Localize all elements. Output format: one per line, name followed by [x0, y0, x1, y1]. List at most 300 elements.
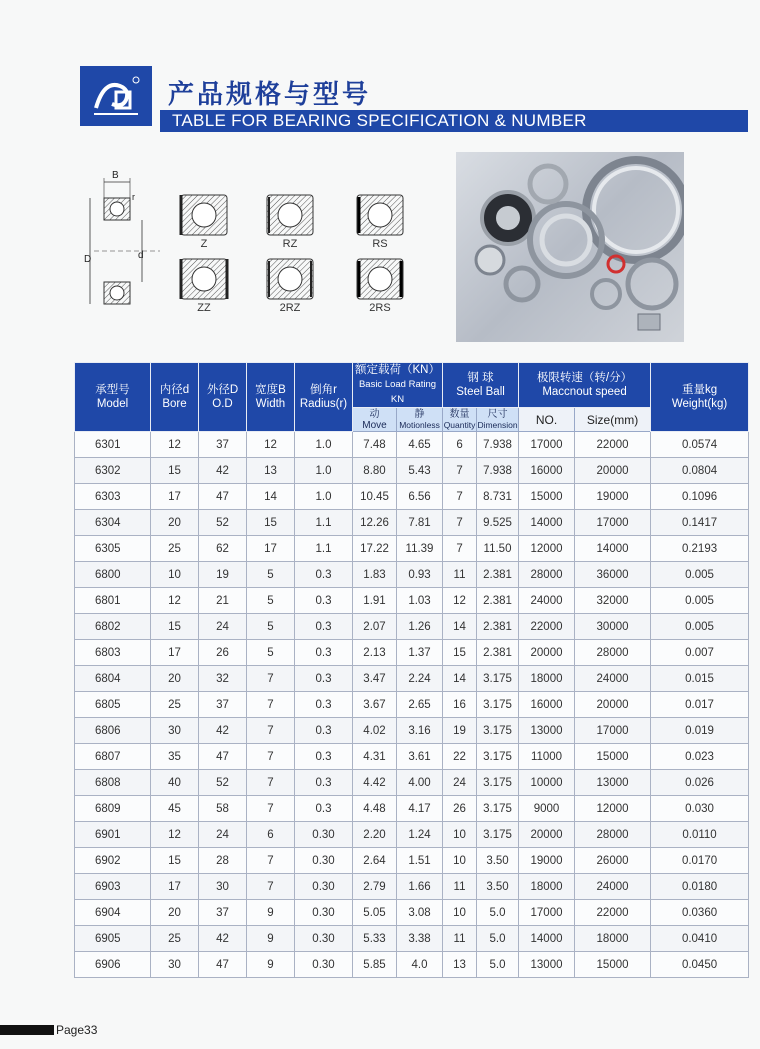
variant-zz-label: ZZ [197, 302, 211, 314]
table-cell: 9.525 [477, 510, 519, 536]
table-cell: 14 [443, 666, 477, 692]
table-cell: 18000 [519, 666, 575, 692]
table-cell: 12 [151, 822, 199, 848]
table-cell: 24 [443, 770, 477, 796]
table-cell: 0.93 [397, 562, 443, 588]
table-cell: 1.0 [295, 432, 353, 458]
table-cell: 3.61 [397, 744, 443, 770]
variant-rz-icon [264, 192, 316, 242]
table-cell: 8.80 [353, 458, 397, 484]
table-cell: 13000 [519, 718, 575, 744]
table-cell: 22000 [575, 432, 651, 458]
table-cell: 24000 [519, 588, 575, 614]
table-row [75, 718, 749, 744]
table-cell: 7 [247, 848, 295, 874]
table-cell: 4.48 [353, 796, 397, 822]
table-cell: 25 [151, 536, 199, 562]
table-cell: 4.65 [397, 432, 443, 458]
table-cell: 3.175 [477, 822, 519, 848]
table-cell: 1.0 [295, 484, 353, 510]
table-cell: 9 [247, 926, 295, 952]
table-cell: 0.30 [295, 926, 353, 952]
table-cell: 2.381 [477, 562, 519, 588]
table-cell: 6808 [75, 770, 151, 796]
header-speed: 极限转速（转/分） Maccnout speed [519, 363, 651, 408]
table-cell: 0.3 [295, 614, 353, 640]
table-cell: 4.31 [353, 744, 397, 770]
table-cell: 28 [199, 848, 247, 874]
table-cell: 0.30 [295, 848, 353, 874]
table-cell: 3.47 [353, 666, 397, 692]
bearings-photo-icon [456, 152, 684, 342]
table-cell: 47 [199, 744, 247, 770]
table-cell: 12 [151, 432, 199, 458]
table-cell: 26 [199, 640, 247, 666]
table-cell: 5.0 [477, 900, 519, 926]
table-cell: 25 [151, 692, 199, 718]
table-row [75, 458, 749, 484]
header-width: 宽度B Width [247, 363, 295, 432]
table-cell: 47 [199, 484, 247, 510]
table-cell: 42 [199, 458, 247, 484]
table-cell: 12 [247, 432, 295, 458]
spec-table [74, 362, 749, 978]
table-row [75, 588, 749, 614]
table-cell: 7 [247, 666, 295, 692]
table-cell: 10 [443, 822, 477, 848]
variant-2rz-label: 2RZ [279, 302, 301, 314]
table-cell: 37 [199, 432, 247, 458]
table-cell: 19 [199, 562, 247, 588]
table-cell: 15 [151, 458, 199, 484]
table-cell: 1.26 [397, 614, 443, 640]
table-cell: 30 [151, 718, 199, 744]
table-cell: 17.22 [353, 536, 397, 562]
table-cell: 15 [151, 614, 199, 640]
table-cell: 0.3 [295, 562, 353, 588]
table-cell: 35 [151, 744, 199, 770]
table-cell: 24000 [575, 666, 651, 692]
table-row [75, 614, 749, 640]
table-cell: 5.0 [477, 926, 519, 952]
table-cell: 15000 [575, 744, 651, 770]
table-row [75, 770, 749, 796]
table-cell: 7 [247, 874, 295, 900]
table-cell: 1.1 [295, 510, 353, 536]
table-row [75, 692, 749, 718]
table-cell: 0.30 [295, 822, 353, 848]
table-cell: 28000 [519, 562, 575, 588]
table-cell: 10000 [519, 770, 575, 796]
table-cell: 0.0410 [651, 926, 749, 952]
table-row [75, 900, 749, 926]
company-logo [80, 66, 152, 126]
table-cell: 11 [443, 926, 477, 952]
table-cell: 6905 [75, 926, 151, 952]
table-cell: 0.30 [295, 952, 353, 978]
table-cell: 0.0574 [651, 432, 749, 458]
table-cell: 2.381 [477, 614, 519, 640]
table-cell: 12000 [519, 536, 575, 562]
table-cell: 2.79 [353, 874, 397, 900]
table-cell: 17000 [519, 432, 575, 458]
table-cell: 40 [151, 770, 199, 796]
table-row [75, 510, 749, 536]
table-cell: 52 [199, 510, 247, 536]
table-cell: 0.0170 [651, 848, 749, 874]
table-cell: 0.3 [295, 588, 353, 614]
table-cell: 0.0180 [651, 874, 749, 900]
table-cell: 2.64 [353, 848, 397, 874]
table-cell: 32000 [575, 588, 651, 614]
dimension-r-label: r [132, 192, 135, 202]
variant-2rz-icon [264, 256, 316, 306]
table-cell: 2.24 [397, 666, 443, 692]
table-cell: 7 [247, 744, 295, 770]
table-cell: 6906 [75, 952, 151, 978]
table-cell: 5 [247, 640, 295, 666]
table-cell: 20 [151, 666, 199, 692]
table-cell: 58 [199, 796, 247, 822]
table-cell: 7.938 [477, 458, 519, 484]
table-cell: 5 [247, 614, 295, 640]
table-cell: 0.015 [651, 666, 749, 692]
table-cell: 3.175 [477, 692, 519, 718]
table-cell: 45 [151, 796, 199, 822]
table-cell: 17 [247, 536, 295, 562]
table-cell: 1.51 [397, 848, 443, 874]
logo-emblem-icon [86, 70, 146, 122]
table-cell: 12 [443, 588, 477, 614]
table-cell: 1.24 [397, 822, 443, 848]
table-cell: 13 [443, 952, 477, 978]
table-cell: 0.3 [295, 796, 353, 822]
variant-rs-label: RS [372, 238, 388, 250]
table-cell: 5.33 [353, 926, 397, 952]
table-cell: 0.3 [295, 666, 353, 692]
table-cell: 7 [443, 510, 477, 536]
table-cell: 6803 [75, 640, 151, 666]
table-cell: 20 [151, 510, 199, 536]
table-cell: 0.0804 [651, 458, 749, 484]
table-cell: 7 [443, 536, 477, 562]
table-cell: 9000 [519, 796, 575, 822]
table-cell: 6806 [75, 718, 151, 744]
table-cell: 15 [151, 848, 199, 874]
table-cell: 0.30 [295, 874, 353, 900]
page-number: Page33 [56, 1023, 98, 1037]
variant-2rs-label: 2RS [369, 302, 391, 314]
table-cell: 18000 [519, 874, 575, 900]
header-speed-no: NO. [519, 408, 575, 432]
header-weight: 重量kg Weight(kg) [651, 363, 749, 432]
table-cell: 7 [247, 770, 295, 796]
table-cell: 21 [199, 588, 247, 614]
table-row [75, 822, 749, 848]
table-cell: 42 [199, 718, 247, 744]
table-cell: 14 [443, 614, 477, 640]
variant-2rs-icon [354, 256, 406, 306]
table-cell: 3.67 [353, 692, 397, 718]
table-row [75, 796, 749, 822]
table-cell: 3.16 [397, 718, 443, 744]
dimension-outer-d-label: D [84, 254, 92, 265]
header-radius: 倒角r Radius(r) [295, 363, 353, 432]
table-cell: 7 [247, 796, 295, 822]
table-cell: 13000 [519, 952, 575, 978]
table-cell: 15000 [519, 484, 575, 510]
variant-rz-label: RZ [282, 238, 298, 250]
table-row [75, 952, 749, 978]
table-cell: 6301 [75, 432, 151, 458]
table-cell: 5.05 [353, 900, 397, 926]
page-title-cn: 产品规格与型号 [168, 80, 372, 110]
table-cell: 3.175 [477, 744, 519, 770]
table-cell: 30000 [575, 614, 651, 640]
table-cell: 7.938 [477, 432, 519, 458]
dimension-b-label: B [112, 170, 119, 181]
dimension-bore-d-label: d [138, 250, 144, 261]
table-cell: 0.019 [651, 718, 749, 744]
table-cell: 1.0 [295, 458, 353, 484]
table-cell: 0.0360 [651, 900, 749, 926]
table-cell: 2.381 [477, 640, 519, 666]
table-cell: 52 [199, 770, 247, 796]
table-cell: 17 [151, 640, 199, 666]
header-load-move: 动 Move [353, 408, 397, 432]
table-cell: 11 [443, 874, 477, 900]
table-cell: 2.07 [353, 614, 397, 640]
table-cell: 6302 [75, 458, 151, 484]
table-cell: 3.175 [477, 770, 519, 796]
table-cell: 20000 [575, 458, 651, 484]
table-cell: 36000 [575, 562, 651, 588]
table-cell: 2.13 [353, 640, 397, 666]
table-cell: 30 [199, 874, 247, 900]
table-cell: 0.005 [651, 588, 749, 614]
table-cell: 42 [199, 926, 247, 952]
table-cell: 0.023 [651, 744, 749, 770]
table-cell: 3.50 [477, 848, 519, 874]
table-cell: 12 [151, 588, 199, 614]
table-cell: 1.83 [353, 562, 397, 588]
table-cell: 17 [151, 874, 199, 900]
table-cell: 1.91 [353, 588, 397, 614]
table-cell: 1.66 [397, 874, 443, 900]
table-row [75, 484, 749, 510]
table-cell: 0.30 [295, 900, 353, 926]
table-row [75, 536, 749, 562]
table-cell: 16000 [519, 458, 575, 484]
table-cell: 7.48 [353, 432, 397, 458]
table-row [75, 666, 749, 692]
table-row [75, 640, 749, 666]
table-cell: 15 [247, 510, 295, 536]
header-model: 承型号 Model [75, 363, 151, 432]
table-cell: 20000 [575, 692, 651, 718]
table-cell: 7 [247, 718, 295, 744]
table-cell: 0.3 [295, 718, 353, 744]
table-cell: 17000 [519, 900, 575, 926]
table-cell: 6902 [75, 848, 151, 874]
table-cell: 5.85 [353, 952, 397, 978]
table-cell: 6 [247, 822, 295, 848]
table-cell: 12.26 [353, 510, 397, 536]
table-cell: 19000 [519, 848, 575, 874]
table-cell: 6807 [75, 744, 151, 770]
table-cell: 1.37 [397, 640, 443, 666]
table-cell: 0.017 [651, 692, 749, 718]
table-cell: 22 [443, 744, 477, 770]
table-cell: 6304 [75, 510, 151, 536]
table-cell: 0.0450 [651, 952, 749, 978]
table-cell: 4.0 [397, 952, 443, 978]
table-cell: 19000 [575, 484, 651, 510]
table-cell: 9 [247, 952, 295, 978]
table-cell: 2.65 [397, 692, 443, 718]
header-steel-ball: 钢 球 Steel Ball [443, 363, 519, 408]
table-cell: 20 [151, 900, 199, 926]
bearing-section-diagram [80, 170, 410, 320]
table-cell: 26 [443, 796, 477, 822]
table-row [75, 874, 749, 900]
table-row [75, 848, 749, 874]
table-cell: 11.50 [477, 536, 519, 562]
table-cell: 6303 [75, 484, 151, 510]
table-cell: 22000 [519, 614, 575, 640]
table-cell: 5 [247, 588, 295, 614]
table-cell: 6809 [75, 796, 151, 822]
table-cell: 14000 [575, 536, 651, 562]
table-cell: 17000 [575, 510, 651, 536]
table-row [75, 562, 749, 588]
table-cell: 5.43 [397, 458, 443, 484]
variant-zz-icon [178, 256, 230, 306]
table-cell: 3.175 [477, 796, 519, 822]
table-cell: 3.50 [477, 874, 519, 900]
table-cell: 18000 [575, 926, 651, 952]
table-cell: 6904 [75, 900, 151, 926]
table-cell: 8.731 [477, 484, 519, 510]
table-row [75, 744, 749, 770]
table-cell: 10 [151, 562, 199, 588]
table-cell: 9 [247, 900, 295, 926]
header-load-rating: 额定载荷（KN） Basic Load Rating KN [353, 363, 443, 408]
table-row [75, 926, 749, 952]
table-cell: 24 [199, 822, 247, 848]
table-cell: 6.56 [397, 484, 443, 510]
table-cell: 5 [247, 562, 295, 588]
table-cell: 11.39 [397, 536, 443, 562]
table-cell: 0.1417 [651, 510, 749, 536]
table-cell: 17000 [575, 718, 651, 744]
table-cell: 30 [151, 952, 199, 978]
table-row [75, 432, 749, 458]
variant-z-label: Z [200, 238, 208, 250]
table-cell: 37 [199, 900, 247, 926]
table-cell: 0.3 [295, 640, 353, 666]
table-cell: 15 [443, 640, 477, 666]
table-cell: 1.03 [397, 588, 443, 614]
table-cell: 28000 [575, 640, 651, 666]
table-cell: 3.08 [397, 900, 443, 926]
table-cell: 0.2193 [651, 536, 749, 562]
header-bore: 内径d Bore [151, 363, 199, 432]
footer-bar [0, 1025, 54, 1035]
table-cell: 14 [247, 484, 295, 510]
table-cell: 24000 [575, 874, 651, 900]
table-cell: 0.3 [295, 770, 353, 796]
table-cell: 32 [199, 666, 247, 692]
bearings-product-photo [456, 152, 684, 342]
variant-z-icon [178, 192, 230, 242]
table-cell: 6804 [75, 666, 151, 692]
table-cell: 6805 [75, 692, 151, 718]
table-cell: 14000 [519, 510, 575, 536]
table-cell: 14000 [519, 926, 575, 952]
table-cell: 4.17 [397, 796, 443, 822]
table-cell: 11000 [519, 744, 575, 770]
table-cell: 1.1 [295, 536, 353, 562]
table-cell: 6901 [75, 822, 151, 848]
table-cell: 7.81 [397, 510, 443, 536]
table-cell: 4.02 [353, 718, 397, 744]
table-cell: 16 [443, 692, 477, 718]
table-cell: 0.026 [651, 770, 749, 796]
table-cell: 0.1096 [651, 484, 749, 510]
table-cell: 10 [443, 848, 477, 874]
table-cell: 28000 [575, 822, 651, 848]
table-cell: 6800 [75, 562, 151, 588]
table-cell: 10 [443, 900, 477, 926]
table-cell: 6903 [75, 874, 151, 900]
table-cell: 0.3 [295, 744, 353, 770]
table-cell: 3.38 [397, 926, 443, 952]
table-cell: 0.007 [651, 640, 749, 666]
header-ball-quantity: 数量 Quantity [443, 408, 476, 430]
header-speed-size: Size(mm) [575, 408, 651, 432]
table-cell: 25 [151, 926, 199, 952]
table-cell: 3.175 [477, 718, 519, 744]
table-cell: 13000 [575, 770, 651, 796]
table-cell: 19 [443, 718, 477, 744]
table-cell: 0.030 [651, 796, 749, 822]
page-title-en: TABLE FOR BEARING SPECIFICATION & NUMBER [160, 110, 748, 132]
table-cell: 26000 [575, 848, 651, 874]
table-cell: 17 [151, 484, 199, 510]
table-cell: 3.175 [477, 666, 519, 692]
table-cell: 7 [247, 692, 295, 718]
table-cell: 5.0 [477, 952, 519, 978]
variant-rs-icon [354, 192, 406, 242]
table-cell: 47 [199, 952, 247, 978]
bearing-dimension-drawing [80, 170, 170, 320]
header-ball-dimension: 尺寸 Dimension [477, 408, 518, 430]
table-cell: 37 [199, 692, 247, 718]
table-cell: 7 [443, 484, 477, 510]
table-cell: 2.381 [477, 588, 519, 614]
table-cell: 22000 [575, 900, 651, 926]
table-cell: 13 [247, 458, 295, 484]
table-cell: 0.005 [651, 614, 749, 640]
header-load-motionless: 静 Motionless [397, 408, 443, 432]
table-cell: 16000 [519, 692, 575, 718]
table-cell: 10.45 [353, 484, 397, 510]
table-cell: 6305 [75, 536, 151, 562]
table-cell: 20000 [519, 640, 575, 666]
table-cell: 7 [443, 458, 477, 484]
table-cell: 24 [199, 614, 247, 640]
